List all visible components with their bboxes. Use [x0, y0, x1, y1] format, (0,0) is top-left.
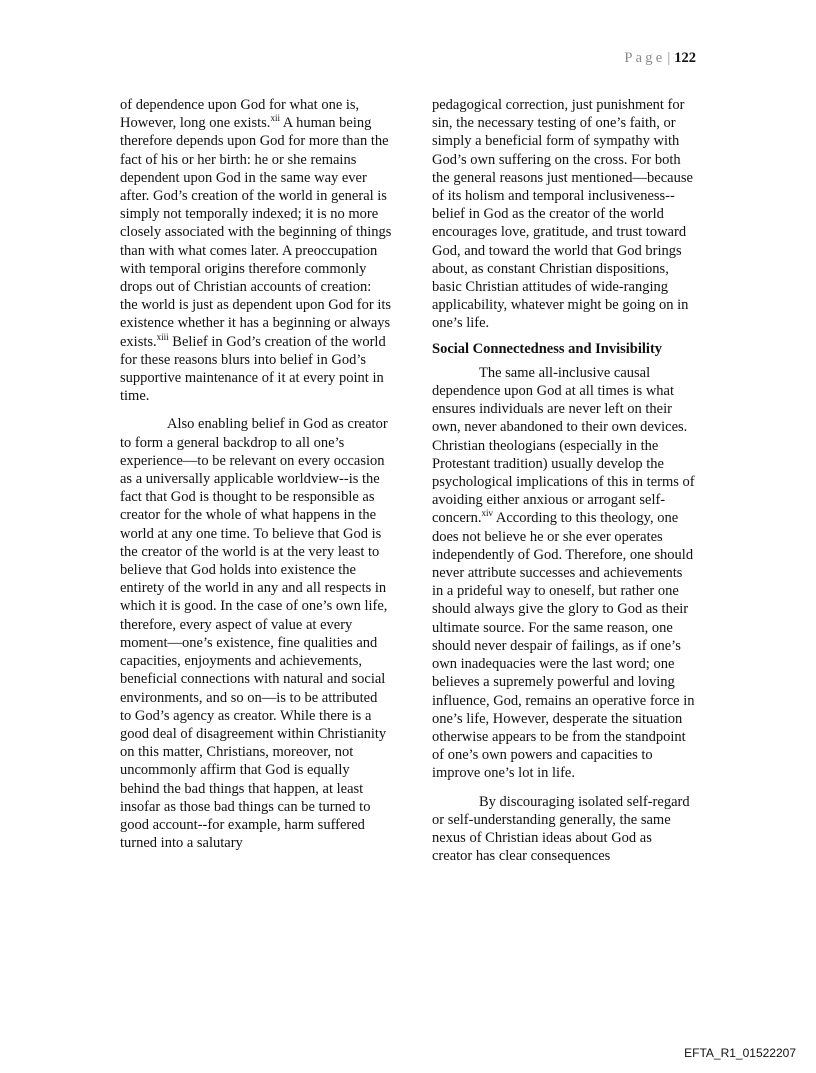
text-run: According to this theology, one does not believe he or she ever operates independently of God. Therefore, one should never attribute successes and achievements in a prideful way to oneself, but rather one should always give the glory to God as their ultimate source. For the same reason, one should never despair of failings, as if one’s own inadequacies were the last word; one believes a supremely powerful and loving influence, God, remains an operative force in one’s life, However, desperate the situation otherwise appears to be from the standpoint of one’s own powers and capacities to improve one’s lot in life.	[432, 510, 695, 782]
left-paragraph-2: Also enabling belief in God as creator to form a general backdrop to all one’s experience—to be relevant on every occasion as a universally applicable worldview--is the fact that God is thought to be responsible as creator for the whole of what happens in the world at any one time. To believe that God is the creator of the world is at the very least to believe that God holds into existence the entirety of the world in any and all respects in which it is good. In the case of one’s own life, therefore, every aspect of value at every moment—one’s existence, fine qualities and capacities, enjoyments and achievements, beneficial connections with natural and social environments, and so on—is to be attributed to God’s agency as creator. While there is a good deal of disagreement within Christianity on this matter, Christians, moreover, not uncommonly affirm that God is equally behind the bad things that happen, at least insofar as those bad things can be turned to good account--for example, harm suffered turned into a salutary	[120, 416, 388, 852]
right-paragraph-3: By discouraging isolated self-regard or self-understanding generally, the same nexus of Christian ideas about God as creator has clear consequences	[432, 793, 690, 865]
text-run: The same all-inclusive causal dependence upon God at all times is what ensures individuals are never left on their own, never abandoned to their own devices. Christian theologians (especially in the Protestant tradition) usually develop the psychological implications of this in terms of avoiding either anxious or arrogant self-concern.	[432, 364, 695, 527]
page-label: Page	[624, 50, 666, 66]
footnote-ref-xiii: xiii	[156, 331, 169, 342]
footnote-ref-xiv: xiv	[481, 508, 494, 519]
right-paragraph-2	[432, 364, 695, 783]
document-id: EFTA_R1_01522207	[684, 1046, 796, 1060]
header-separator: |	[667, 50, 671, 66]
page-number: 122	[674, 50, 696, 66]
footnote-ref-xii: xii	[270, 113, 280, 124]
text-run: Belief in God’s creation of the world for these reasons blurs into belief in God’s supportive maintenance of it at every point in time.	[120, 333, 386, 405]
right-paragraph-1: pedagogical correction, just punishment for sin, the necessary testing of one’s faith, or simply a beneficial form of sympathy with God’s own suffering on the cross. For both the general reasons just mentioned—because of its holism and temporal inclusiveness--belief in God as the creator of the world encourages love, gratitude, and trust toward God, and toward the world that God brings about, as constant Christian dispositions, basic Christian attitudes of wide-ranging applicability, whatever might be going on in one’s life.	[432, 97, 693, 332]
page-header	[500, 50, 696, 67]
left-paragraph-1	[120, 96, 392, 405]
text-run: of dependence upon God for what one is, However, long one exists.	[120, 97, 360, 132]
text-run: A human being therefore depends upon God for more than the fact of his or her birth: he or she remains dependent upon God in the same way ever after. God’s creation of the world in general is simply not temporally indexed; it is no more closely associated with the beginning of things than with what comes later. A preoccupation with temporal origins therefore commonly drops out of Christian accounts of creation: the world is just as dependent upon God for its existence whether it has a beginning or always exists.	[120, 115, 392, 350]
left-column	[120, 96, 392, 852]
right-column	[432, 96, 695, 865]
section-heading: Social Connectedness and Invisibility	[432, 340, 663, 357]
